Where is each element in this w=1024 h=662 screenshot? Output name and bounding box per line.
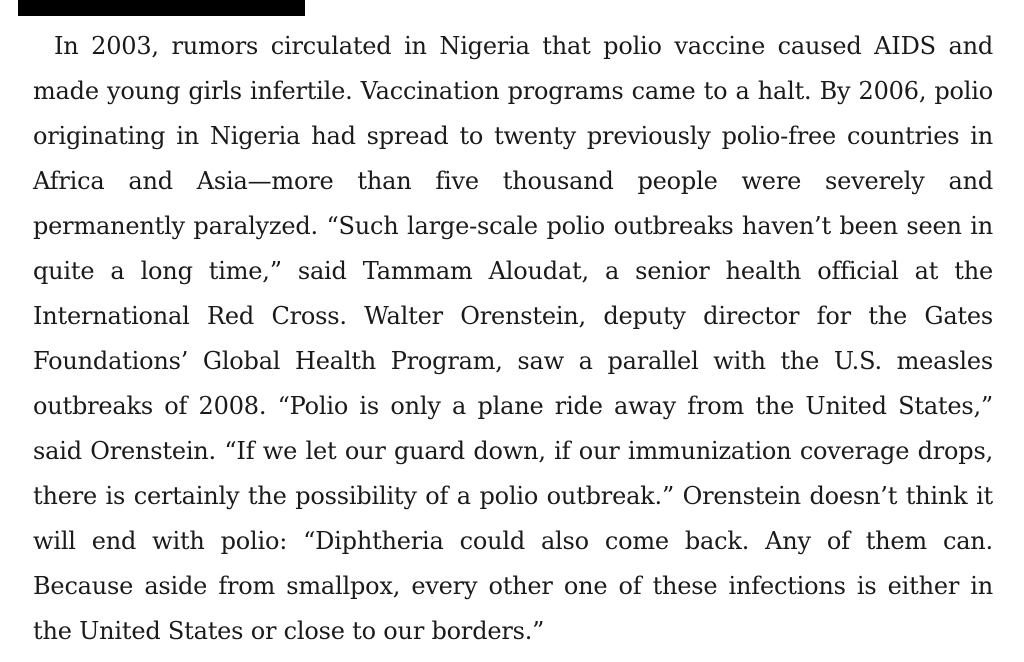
redaction-bar: [18, 0, 305, 16]
body-paragraph: In 2003, rumors circulated in Nigeria that polio vaccine caused AIDS and made young girls infertile. Vaccination programs came to a halt. By 2006, polio originating in Nigeria had spread to twenty previously polio-free countries in Africa and Asia—more than five thousand people were severely and permanently paralyzed. “Such large-scale polio outbreaks haven’t been seen in quite a long time,” said Tammam Aloudat, a senior health official at the International Red Cross. Walter Orenstein, deputy director for the Gates Foundations’ Global Health Program, saw a parallel with the U.S. measles outbreaks of 2008. “Polio is only a plane ride away from the United States,” said Orenstein. “If we let our guard down, if our immunization coverage drops, there is certainly the possibility of a polio outbreak.” Orenstein doesn’t think it will end with polio: “Diphtheria could also come back. Any of them can. Because aside from smallpox, every other one of these infections is either in the United States or close to our borders.”: [33, 32, 993, 645]
